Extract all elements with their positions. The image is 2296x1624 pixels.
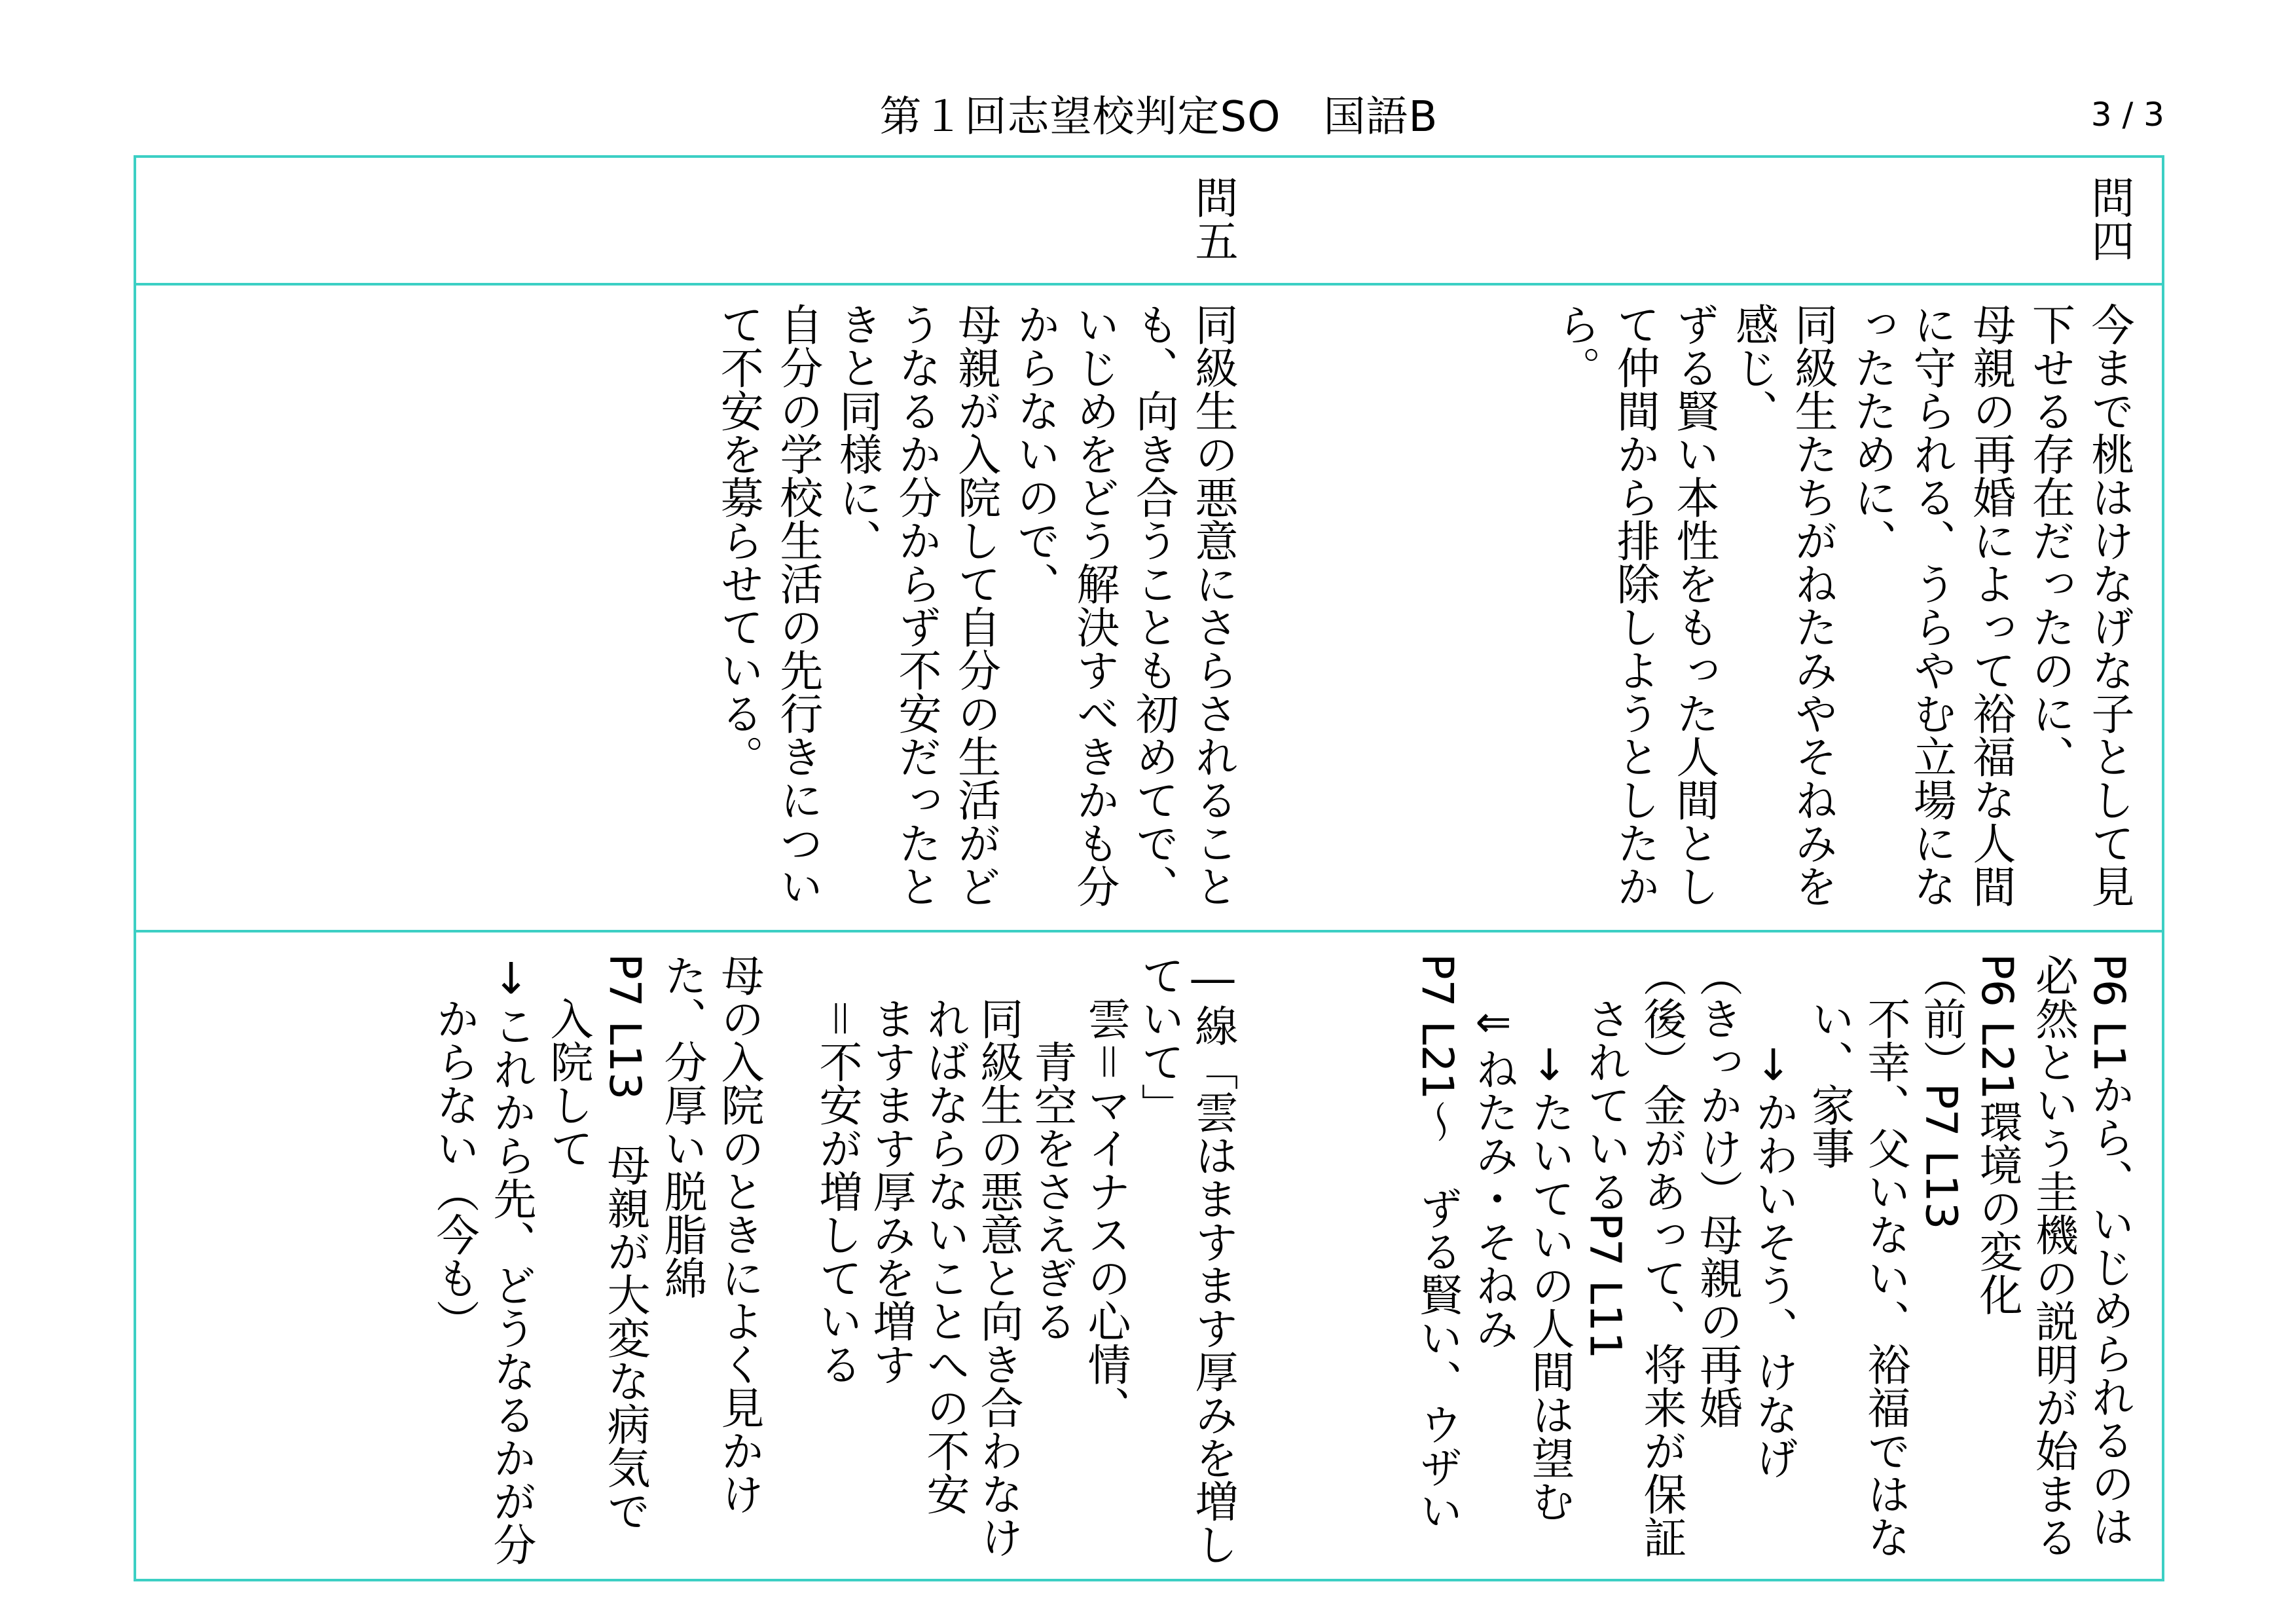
q5-note-line: ―線「雲はますます厚みを増し: [1188, 953, 1238, 1566]
q4-note-line: （きっかけ）母親の再婚: [1692, 953, 1743, 1429]
q5-answer: [708, 303, 1242, 908]
q5-note-line: 青空をさえぎる: [1027, 1040, 1077, 1342]
question-label-row: [136, 158, 2162, 283]
q5-note-line: ＝不安が増している: [812, 997, 862, 1386]
page-number: 3 / 3: [2090, 96, 2164, 134]
q5-note-line: ていて」: [1134, 953, 1184, 1126]
q5-answer-line: 母親が入院して自分の生活がど: [950, 303, 1001, 908]
q5-answer-line: て不安を募らせている。: [713, 303, 764, 778]
q5-notes-hospital: [426, 953, 767, 1566]
q5-answer-line: 同級生の悪意にさらされること: [1188, 303, 1238, 908]
q5-answer-line: きと同様に、: [831, 303, 883, 562]
q4-answer-line: に守られる、うらやむ立場にな: [1906, 303, 1957, 908]
q4-note-line: ↓たいていの人間は望む: [1524, 1040, 1575, 1522]
q4-answer-line: 今まで桃はけなげな子として見: [2084, 303, 2134, 908]
q5-note-line: P7 L13 母親が大変な病気で: [600, 953, 650, 1532]
q5-note-line: た、分厚い脱脂綿: [657, 953, 707, 1299]
q4-note-line: P6 L1から、いじめられるのは: [2084, 953, 2134, 1548]
q4-answer-line: 母親の再婚によって裕福な人間: [1965, 303, 2016, 908]
page-title: 第１回志望校判定SO 国語B: [879, 93, 1438, 141]
q4-note-line: されているP7 L11: [1580, 997, 1631, 1359]
notes-row: [136, 932, 2162, 1579]
q5-note-line: 雲＝マイナスの心情、: [1080, 997, 1131, 1429]
q5-answer-line: いじめをどう解決すべきかも分: [1068, 303, 1120, 908]
q5-answer-line: からないので、: [1010, 303, 1061, 605]
q4-note-line: P6 L21環境の変化: [1972, 953, 2022, 1316]
q4-note-line: P7 L21〜 ずる賢い、ウザい: [1412, 953, 1463, 1532]
q4-note-line: ⇐ねたみ・そねみ: [1468, 997, 1519, 1350]
q4-answer-line: て仲間から排除しようとしたか: [1609, 303, 1660, 908]
q4-note-line: 不幸、父いない、裕福ではな: [1860, 997, 1910, 1559]
q5-answer-line: も、向き合うことも初めてで、: [1128, 303, 1179, 908]
q4-answer-line: 下せる存在だったのに、: [2024, 303, 2075, 778]
answer-row: [136, 286, 2162, 930]
q5-note-line: 同級生の悪意と向き合わなけ: [973, 997, 1023, 1559]
q4-note-line: （後）金があって、将来が保証: [1636, 953, 1686, 1559]
q4-note-line: （前）P7 L13: [1916, 953, 1967, 1230]
q5-note-line: 母の入院のときによく見かけ: [714, 953, 764, 1515]
q4-answer: [1545, 303, 2138, 908]
q5-notes-underline-analysis: [810, 953, 1239, 1566]
q5-note-line: ↓これから先、どうなるかが分: [486, 953, 536, 1566]
q4-note-line: ↓かわいそう、けなげ: [1748, 1040, 1798, 1479]
q4-answer-line: ったために、: [1846, 303, 1897, 562]
q5-note-line: 入院して: [543, 997, 593, 1170]
q5-answer-line: うなるか分からず不安だったと: [891, 303, 942, 908]
q5-note-line: ますます厚みを増す: [866, 997, 916, 1386]
q5-note-line: ればならないことへの不安: [919, 997, 970, 1515]
q5-note-line: からない（今も）: [429, 997, 479, 1342]
q4-notes: [1410, 953, 2138, 1559]
q4-answer-line: ら。: [1550, 303, 1601, 389]
q4-note-line: 必然という圭機の説明が始まる: [2028, 953, 2079, 1559]
question-label-q5: 問五: [1188, 175, 1238, 262]
q4-note-line: い、家事: [1804, 997, 1855, 1170]
q4-answer-line: 感じ、: [1728, 303, 1779, 432]
q4-answer-line: 同級生たちがねたみやそねみを: [1787, 303, 1838, 908]
q4-answer-line: ずる賢い本性をもった人間とし: [1668, 303, 1719, 908]
question-label-q4: 問四: [2084, 175, 2134, 262]
q5-answer-line: 自分の学校生活の先行きについ: [772, 303, 823, 908]
